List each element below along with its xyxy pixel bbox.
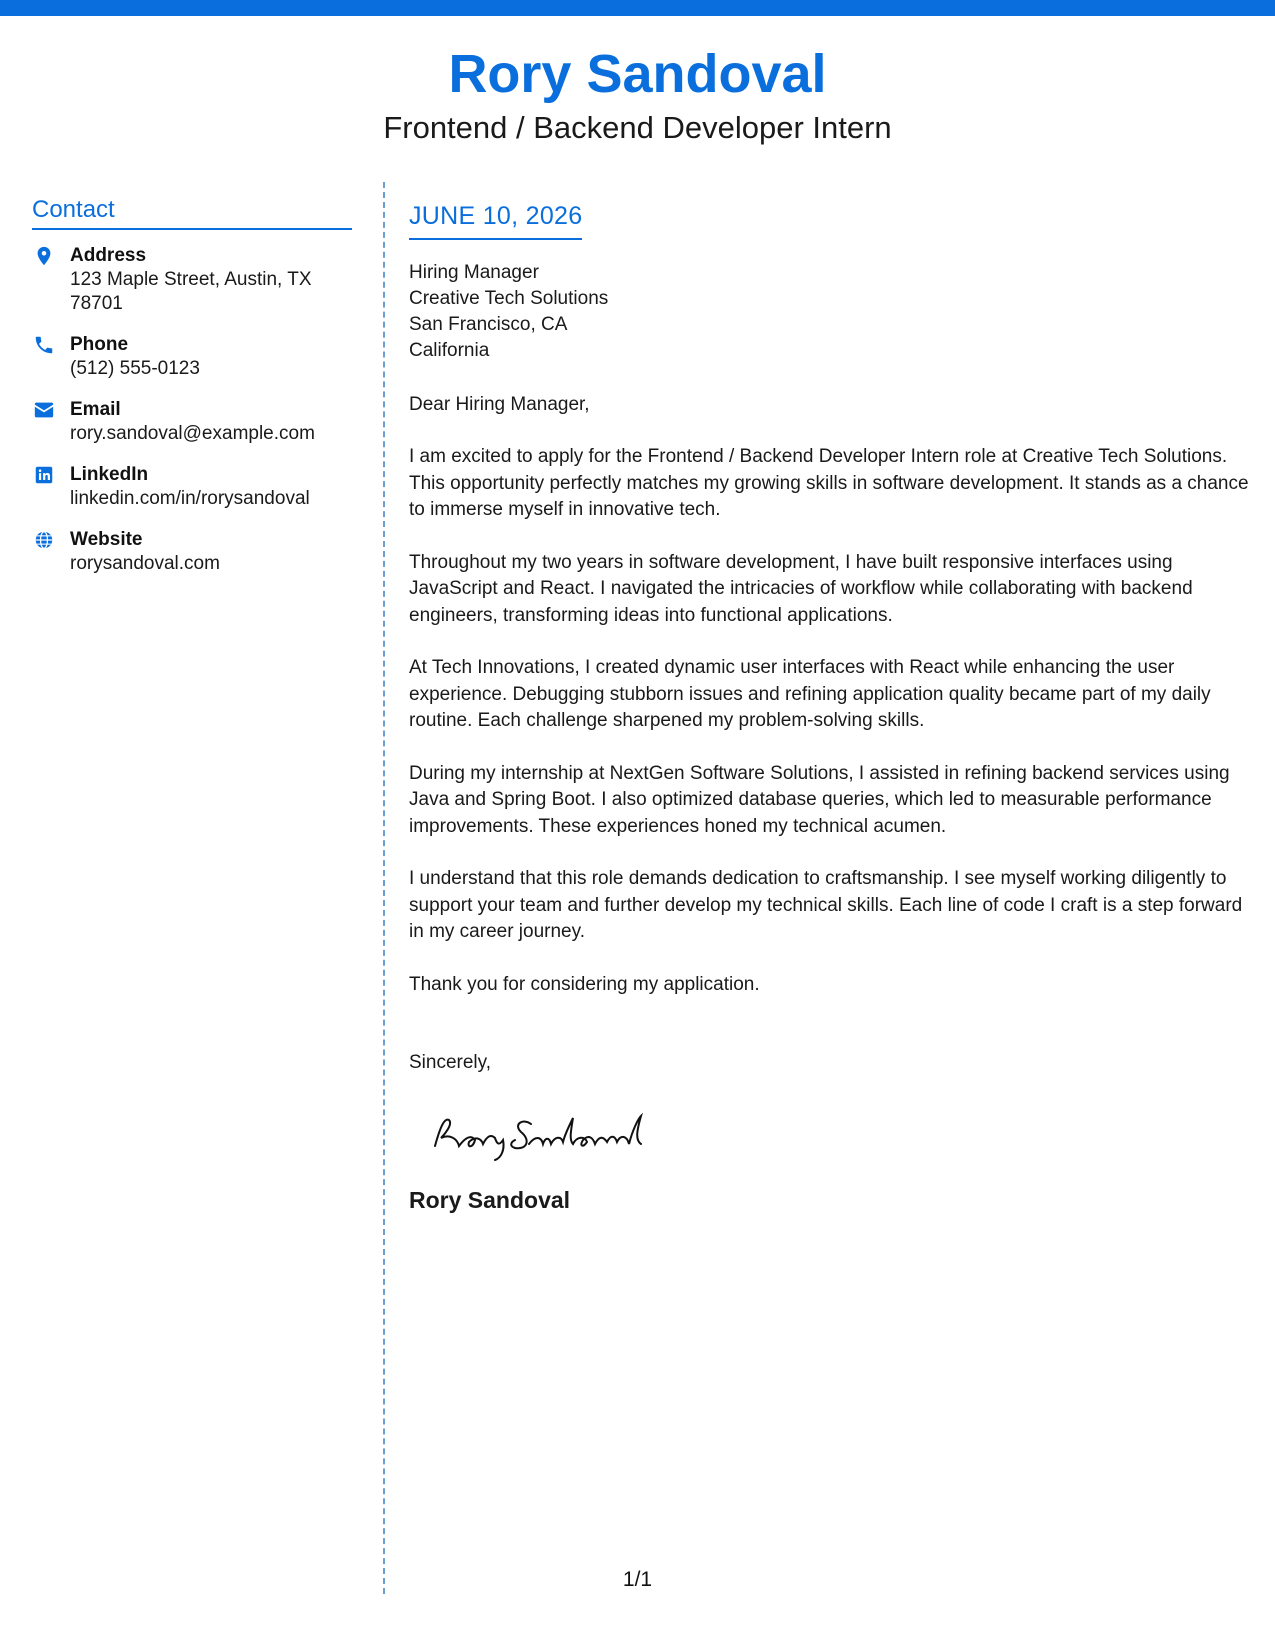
salutation: Dear Hiring Manager, xyxy=(409,394,590,415)
phone-icon xyxy=(33,334,55,356)
contact-label: Email xyxy=(70,399,121,420)
body-paragraph: During my internship at NextGen Software Solutions, I assisted in refining backend services using Java and Spring Boot. I also optimized database queries, which led to measurable performance improvements. These experiences honed my technical acumen. xyxy=(409,762,1230,837)
phone-value: (512) 555-0123 xyxy=(70,358,200,379)
recipient-line: Creative Tech Solutions xyxy=(409,288,609,309)
body-paragraph: I understand that this role demands dedication to craftsmanship. I see myself working diligently to support your team and further develop my technical skills. Each line of code I craft is a step forward in my career journey. xyxy=(409,868,1243,942)
letter-header xyxy=(0,40,1275,148)
signer-name: Rory Sandoval xyxy=(409,1187,571,1213)
globe-icon xyxy=(33,529,55,551)
letter-body xyxy=(409,200,1254,1215)
linkedin-value: linkedin.com/in/rorysandoval xyxy=(70,488,310,509)
top-accent-bar xyxy=(0,0,1275,16)
contact-item-phone xyxy=(32,333,352,381)
contact-label: Address xyxy=(70,245,147,266)
envelope-icon xyxy=(33,399,55,421)
website-value: rorysandoval.com xyxy=(70,553,220,574)
contact-list xyxy=(32,244,352,576)
linkedin-icon xyxy=(33,464,55,486)
handwritten-signature xyxy=(427,1104,667,1164)
body-paragraph: I am excited to apply for the Frontend / Backend Developer Intern role at Creative Tech Solutions. This opportunity perfectly matches my growing skills in software development. It stands as a chance to immerse myself in innovative tech. xyxy=(409,446,1249,520)
location-pin-icon xyxy=(33,245,55,267)
email-value: rory.sandoval@example.com xyxy=(70,423,315,444)
contact-item-address xyxy=(32,244,352,316)
contact-item-website xyxy=(32,528,352,576)
contact-sidebar xyxy=(32,196,352,593)
applicant-role: Frontend / Backend Developer Intern xyxy=(383,110,892,145)
recipient-line: San Francisco, CA xyxy=(409,314,568,335)
date-block xyxy=(409,200,582,240)
recipient-block xyxy=(409,260,1254,364)
contact-label: Website xyxy=(70,529,143,550)
body-paragraph: At Tech Innovations, I created dynamic user interfaces with React while enhancing the user experience. Debugging stubborn issues and refining application quality became part of my daily routine. Each challenge sharpened my problem-solving skills. xyxy=(409,657,1211,731)
letter-date: JUNE 10, 2026 xyxy=(409,202,583,230)
body-paragraph: Thank you for considering my application. xyxy=(409,973,760,995)
body-paragraph: Throughout my two years in software development, I have built responsive interfaces using JavaScript and React. I navigated the intricacies of workflow while collaborating with backend engineers, transforming ideas into functional applications. xyxy=(409,551,1193,626)
contact-item-email xyxy=(32,398,352,446)
contact-item-linkedin xyxy=(32,463,352,511)
recipient-line: Hiring Manager xyxy=(409,262,539,283)
contact-label: LinkedIn xyxy=(70,464,149,485)
contact-heading: Contact xyxy=(32,196,352,230)
recipient-line: California xyxy=(409,340,490,361)
page-number: 1/1 xyxy=(622,1568,653,1591)
column-divider xyxy=(383,182,385,1594)
applicant-name: Rory Sandoval xyxy=(448,44,827,104)
address-value: 123 Maple Street, Austin, TX 78701 xyxy=(70,269,312,314)
closing: Sincerely, xyxy=(409,1052,492,1073)
contact-label: Phone xyxy=(70,334,129,355)
